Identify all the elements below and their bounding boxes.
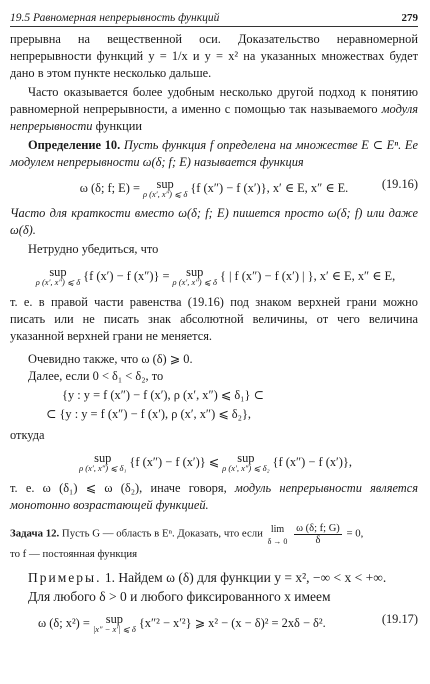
definition-10 [10,137,418,171]
paragraph-8: откуда [10,428,45,442]
equation-19-16: ω (δ; f; E) = sup ρ (x′, x″) ⩽ δ {f (x″) − f (x′)}, x′ ∈ E, x″ ∈ E. (19.16) [79,176,418,199]
task-label: Задача 12. [10,527,60,540]
header-rule [10,26,418,27]
paragraph-1: прерывна на вещественной оси. Доказательство неравномерной непрерывности функций y = 1/x и y = x² на указанных множествах будет дано в этом пункте несколько дальше. [10,32,418,80]
set-inclusion-2: ⊂ {y : y = f (x″) − f (x′), ρ (x′, x″) ⩽ δ₂}, [46,407,252,421]
definition-label: Определение 10. [28,138,121,152]
equation-number: (19.16) [381,177,418,191]
task-12-conclusion: то f — постоянная функция [10,548,138,560]
paragraph-10: Для любого δ > 0 и любого фиксированного x имеем [28,589,331,604]
examples-label: Примеры. [28,570,102,585]
definition-text: Пусть функция f определена на множестве E ⊂ Eⁿ. Ее модулем непрерывности ω(δ; f; E) называется функция [10,138,418,169]
page-number: 279 [401,12,418,24]
sup-operator: sup ρ (x′, x″) ⩽ δ [142,176,188,199]
task-12: Задача 12. Пусть G — область в Eⁿ. Доказать, что если lim δ → 0 $\frac{\omega (\delta; f; G)}{\delta}$ = 0, [10,522,364,546]
term-modulus: модуля непрерывности [10,102,418,133]
paragraph-3: Часто для краткости вместо ω(δ; f; E) пишется просто ω(δ; f) или даже ω(δ). [10,206,418,237]
running-header [10,6,418,24]
section-title: 19.5 Равномерная непрерывность функций [10,12,220,24]
equation-number: (19.17) [381,612,418,626]
paragraph-2: Часто оказывается более удобным несколько другой подход к понятию равномерной непрерывности, а именно с помощью так называемого модуля непрерывности функции [10,85,418,133]
paragraph-6: Очевидно также, что ω (δ) ⩾ 0. [28,352,193,366]
set-inclusion-1: {y : y = f (x″) − f (x′), ρ (x′, x″) ⩽ δ₁} ⊂ [62,388,264,402]
paragraph-4: Нетрудно убедиться, что [28,242,159,256]
equation-abs-sup: sup ρ (x′, x″) ⩽ δ {f (x′) − f (x″)} = sup ρ (x′, x″) ⩽ δ { | f (x″) − f (x′) | }, x′ ∈ E, x″ ∈ E, [35,264,396,287]
paragraph-5: т. е. в правой части равенства (19.16) под знаком верхней грани можно писать или не писать знак абсолютной величины, от чего величина указанной верхней грани не меняется. [10,295,418,343]
equation-19-17: ω (δ; x²) = sup |x″ − x′| ⩽ δ {x″² − x′²} ⩾ x² − (x − δ)² = 2xδ − δ². (19.17) [38,611,418,634]
examples: Примеры. 1. Найдем ω (δ) для функции y = x², −∞ < x < +∞. [28,570,387,585]
paragraph-7: Далее, если 0 < δ₁ < δ₂, то [28,369,164,383]
paragraph-9: т. е. ω (δ₁) ⩽ ω (δ₂), иначе говоря, модуль непрерывности является монотонно возрастающей функцией. [10,481,418,512]
equation-monotone: sup ρ (x′, x″) ⩽ δ₁ {f (x″) − f (x′)} ⩽ sup ρ (x′, x″) ⩽ δ₂ {f (x″) − f (x′)}, [79,450,352,473]
